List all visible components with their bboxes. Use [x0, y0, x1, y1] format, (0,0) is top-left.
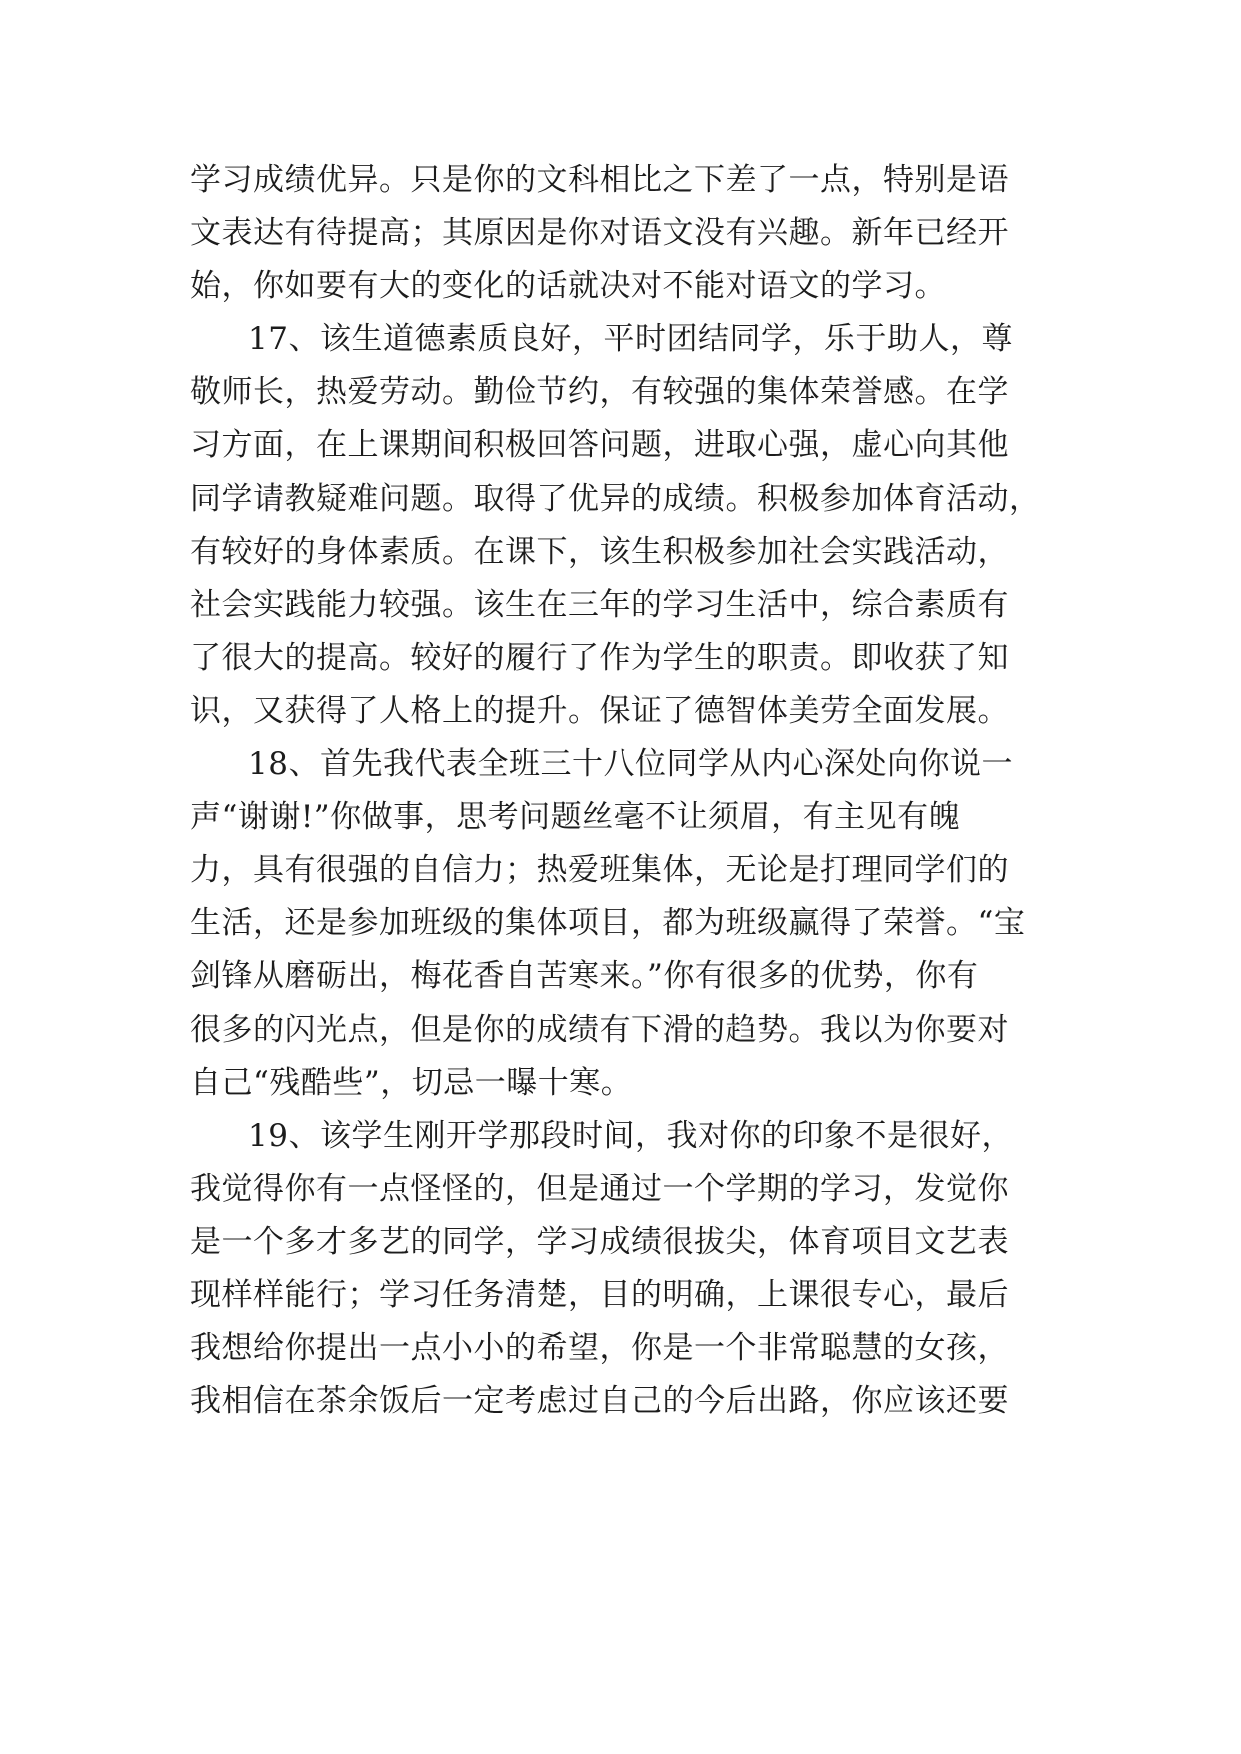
paragraph-first-line: 19、该学生刚开学那段时间，我对你的印象不是很好， [248, 1117, 1013, 1154]
document-body [190, 154, 1070, 1428]
paragraph-first-line: 17、该生道德素质良好，平时团结同学，乐于助人，尊 [248, 321, 1013, 358]
text-line: 同学请教疑难问题。取得了优异的成绩。积极参加体育活动， [190, 480, 1041, 517]
text-line: 剑锋从磨砺出，梅花香自苦寒来。”你有很多的优势，你有 [190, 958, 979, 995]
text-line: 力，具有很强的自信力；热爱班集体，无论是打理同学们的 [190, 852, 1009, 889]
text-line: 敬师长，热爱劳动。勤俭节约，有较强的集体荣誉感。在学 [190, 374, 1009, 411]
text-line: 现样样能行；学习任务清楚，目的明确，上课很专心，最后 [190, 1276, 1009, 1313]
text-line: 文表达有待提高；其原因是你对语文没有兴趣。新年已经开 [190, 215, 1009, 252]
text-line: 是一个多才多艺的同学，学习成绩很拔尖，体育项目文艺表 [190, 1223, 1009, 1260]
text-line: 了很大的提高。较好的履行了作为学生的职责。即收获了知 [190, 639, 1009, 676]
text-line: 始，你如要有大的变化的话就决对不能对语文的学习。 [190, 268, 946, 305]
paragraph-first-line: 18、首先我代表全班三十八位同学从内心深处向你说一 [248, 746, 1013, 783]
text-line: 社会实践能力较强。该生在三年的学习生活中，综合素质有 [190, 586, 1009, 623]
text-line: 很多的闪光点，但是你的成绩有下滑的趋势。我以为你要对 [190, 1011, 1009, 1048]
text-line: 习方面，在上课期间积极回答问题，进取心强，虚心向其他 [190, 427, 1009, 464]
text-line: 声“谢谢!”你做事，思考问题丝毫不让须眉，有主见有魄 [190, 799, 961, 836]
text-line: 我想给你提出一点小小的希望，你是一个非常聪慧的女孩， [190, 1330, 1009, 1367]
text-line: 识，又获得了人格上的提升。保证了德智体美劳全面发展。 [190, 692, 1009, 729]
text-line: 我觉得你有一点怪怪的，但是通过一个学期的学习，发觉你 [190, 1170, 1009, 1207]
text-line: 有较好的身体素质。在课下，该生积极参加社会实践活动， [190, 533, 1009, 570]
text-line: 自己“残酷些”，切忌一曝十寒。 [190, 1064, 633, 1101]
text-line: 学习成绩优异。只是你的文科相比之下差了一点，特别是语 [190, 162, 1009, 198]
text-line: 我相信在茶余饭后一定考虑过自己的今后出路，你应该还要 [190, 1383, 1009, 1420]
text-line: 生活，还是参加班级的集体项目，都为班级赢得了荣誉。“宝 [190, 905, 1026, 942]
